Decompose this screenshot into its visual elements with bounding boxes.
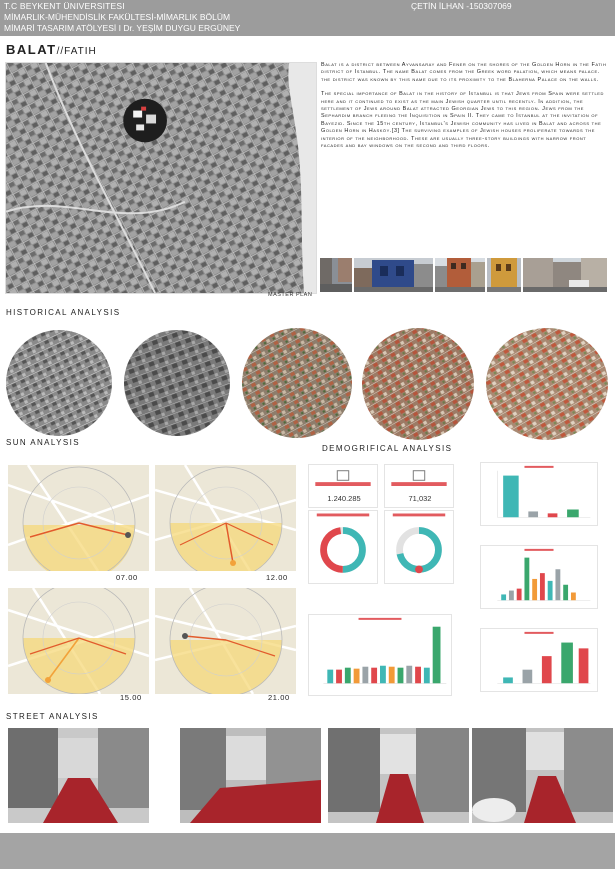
sun-time-2100: 21.00 xyxy=(268,693,290,702)
street-photo-2 xyxy=(180,728,321,823)
donut-chart-1 xyxy=(308,510,378,584)
street-photo-3 xyxy=(328,728,469,823)
sun-diagram-1500 xyxy=(8,588,149,694)
sun-diagram-1200 xyxy=(155,465,296,571)
photo-street-3 xyxy=(435,258,485,292)
title-main: BALAT xyxy=(6,42,57,57)
photo-street-1 xyxy=(320,258,352,292)
sun-time-0700: 07.00 xyxy=(116,573,138,582)
district-population-card xyxy=(384,464,454,508)
donut-chart-2 xyxy=(384,510,454,584)
title-sub: //FATIH xyxy=(56,46,97,57)
sun-time-1500: 15.00 xyxy=(120,693,142,702)
sun-diagram-0700 xyxy=(8,465,149,571)
historical-map-2 xyxy=(124,330,230,436)
footer-bar xyxy=(0,833,615,869)
description-text xyxy=(321,62,609,157)
street-photo-4 xyxy=(472,728,613,823)
master-plan-map xyxy=(5,62,317,294)
photo-street-4 xyxy=(487,258,521,292)
district-population-value: 71,032 xyxy=(408,494,432,503)
photo-street-2 xyxy=(354,258,433,292)
section-street-title: STREET ANALYSIS xyxy=(6,712,99,721)
sun-diagram-2100 xyxy=(155,588,296,694)
street-photo-1 xyxy=(8,728,149,823)
highlight-area-marker xyxy=(123,99,167,143)
bar-chart-marital xyxy=(480,462,598,526)
header-bar xyxy=(0,0,615,36)
description-paragraph-1: Balat is a district between Ayvansaray and Fener on the shores of the Golden Horn in the Fatih district of Istanbul. The name Balat comes from the Greek word palation, which means palace. the district was known by this name due to its proximity to the Blaherna Palace on the walls. xyxy=(321,62,607,83)
sun-time-1200: 12.00 xyxy=(266,573,288,582)
section-sun-title: SUN ANALYSIS xyxy=(6,438,81,447)
student-name: ÇETİN İLHAN -150307069 xyxy=(411,1,512,11)
bar-chart-households xyxy=(480,628,598,692)
master-plan-label: MASTER PLAN xyxy=(268,292,313,298)
page-title xyxy=(6,42,97,57)
total-population-value: 1.240.285 xyxy=(327,494,361,503)
historical-map-5 xyxy=(486,328,608,440)
section-historical-title: HISTORICAL ANALYSIS xyxy=(6,308,121,317)
studio-name: MİMARİ TASARIM ATÖLYESİ I Dr. YEŞİM DUYGU ERGÜNEY xyxy=(4,23,241,33)
university-name: T.C BEYKENT ÜNIVERSITESI xyxy=(4,1,125,11)
faculty-name: MİMARLIK-MÜHENDİSLİK FAKÜLTESİ-MİMARLIK BÖLÜM xyxy=(4,12,231,22)
historical-map-3 xyxy=(242,328,352,438)
parked-car xyxy=(472,798,516,822)
total-population-card xyxy=(308,464,378,508)
historical-map-1 xyxy=(6,330,112,436)
photo-street-5 xyxy=(523,258,607,292)
description-paragraph-2: The special importance of Balat in the history of Istanbul is that Jews from Spain were settled here and it continued to exist as the main Jewish quarter until recently. In addition, the settlement of Jews around Balat attracted Georgian Jews to this region. Jews from the Sephardim branch fleeing the Inquisition in Spain II. They came to Istanbul at the invitation of Bayezid. Since the 15th century, Istanbul's Jewish community has lived in Balat and across the Golden Horn in Hasköy.[3] The surviving examples of Jewish houses proliferate towards the interior of the neighborhood. These are usually three-story buildings with narrow front facades and bay windows on the second and third floors. xyxy=(321,91,604,150)
bar-chart-education xyxy=(480,545,598,609)
bar-chart-age-groups xyxy=(308,614,452,696)
section-demographic-title: DEMOGRIFICAL ANALYSIS xyxy=(322,444,453,453)
historical-map-4 xyxy=(362,328,474,440)
